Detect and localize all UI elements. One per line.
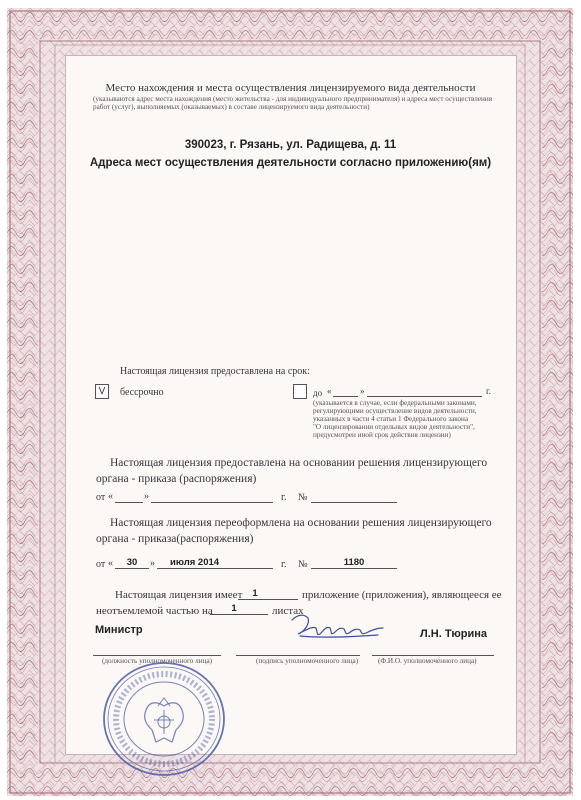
reissue-quote-close: » xyxy=(150,558,155,569)
appendix-sheets-line xyxy=(210,614,268,615)
until-date-line xyxy=(367,396,482,397)
basis-quote-close: » xyxy=(144,491,149,502)
basis-from-label: от xyxy=(96,492,106,503)
term-intro: Настоящая лицензия предоставлена на срок: xyxy=(120,366,310,377)
reissue-quote-open: « xyxy=(108,558,113,569)
license-sheet xyxy=(7,8,573,796)
reissue-day-line xyxy=(115,568,149,569)
until-note-5: предусмотрен иной срок действия лицензии) xyxy=(313,431,451,439)
basis-number-line xyxy=(311,502,397,503)
addresses-note: Адреса мест осуществления деятельности согласно приложению(ям) xyxy=(89,157,492,169)
reissue-number: 1180 xyxy=(343,557,365,568)
until-quote-open: « xyxy=(327,386,332,396)
appendix-sheets: 1 xyxy=(231,603,237,614)
until-checkbox xyxy=(293,384,307,399)
basis-line2: органа - приказа (распоряжения) xyxy=(96,473,257,485)
signer-position: Министр xyxy=(95,624,143,636)
reissue-number-line xyxy=(311,568,397,569)
until-note-1: (указывается в случае, если федеральными законами, xyxy=(313,399,477,407)
signature-line xyxy=(236,655,360,656)
heading-note-line2: работ (услуг), выполняемых (оказываемых) в составе лицензируемого вида деятельности) xyxy=(93,103,370,111)
name-line xyxy=(372,655,494,656)
heading-note-line1: (указываются адрес места нахождения (место жительства - для индивидуального предпринимателя) и адреса мест осуществления xyxy=(93,95,493,103)
appendix-text-after: приложение (приложения), являющееся ее xyxy=(302,589,502,601)
address: 390023, г. Рязань, ул. Радищева, д. 11 xyxy=(184,139,397,151)
appendix-count-line xyxy=(238,599,298,600)
until-note-3: указанных в части 4 статьи 1 Федерального закона xyxy=(313,415,469,423)
basis-day-line xyxy=(115,502,143,503)
signature-icon xyxy=(290,608,385,643)
reissue-line1: Настоящая лицензия переоформлена на основании решения лицензирующего xyxy=(110,517,492,529)
reissue-line2: органа - приказа(распоряжения) xyxy=(96,533,254,545)
signer-name: Л.Н. Тюрина xyxy=(420,628,488,640)
position-line xyxy=(93,655,221,656)
until-day-line xyxy=(333,396,358,397)
basis-year-suffix: г. xyxy=(281,492,287,503)
reissue-day: 30 xyxy=(126,557,138,568)
location-heading: Место нахождения и места осуществления лицензируемого вида деятельности xyxy=(105,82,476,94)
caption-signature: (подпись уполномоченного лица) xyxy=(256,657,359,665)
indefinite-checkbox: V xyxy=(95,384,109,399)
appendix-text-before: Настоящая лицензия имеет xyxy=(115,589,243,601)
appendix-text2-after: листах xyxy=(272,605,304,617)
until-note-4: "О лицензировании отдельных видов деятельности", xyxy=(313,423,475,431)
reissue-year-suffix: г. xyxy=(281,559,287,570)
caption-name: (Ф.И.О. уполномоченного лица) xyxy=(378,657,477,665)
reissue-from-label: от xyxy=(96,559,106,570)
appendix-text2-before: неотъемлемой частью на xyxy=(96,605,213,617)
reissue-date-line xyxy=(157,568,273,569)
until-year-suffix: г. xyxy=(486,386,491,396)
basis-date-line xyxy=(151,502,273,503)
seal-stamp-icon xyxy=(102,660,226,778)
until-quote-close: » xyxy=(360,386,365,396)
basis-quote-open: « xyxy=(108,491,113,502)
indefinite-label: бессрочно xyxy=(120,387,164,398)
reissue-number-label: № xyxy=(298,559,308,570)
until-note-2: регулирующими осуществление видов деятельности, xyxy=(313,407,477,415)
basis-line1: Настоящая лицензия предоставлена на основании решения лицензирующего xyxy=(110,457,488,469)
appendix-count: 1 xyxy=(252,588,258,599)
reissue-month-year: июля 2014 xyxy=(170,557,220,568)
basis-number-label: № xyxy=(298,492,308,503)
caption-position: (должность уполномоченного лица) xyxy=(102,657,213,665)
until-label: до xyxy=(313,388,323,398)
